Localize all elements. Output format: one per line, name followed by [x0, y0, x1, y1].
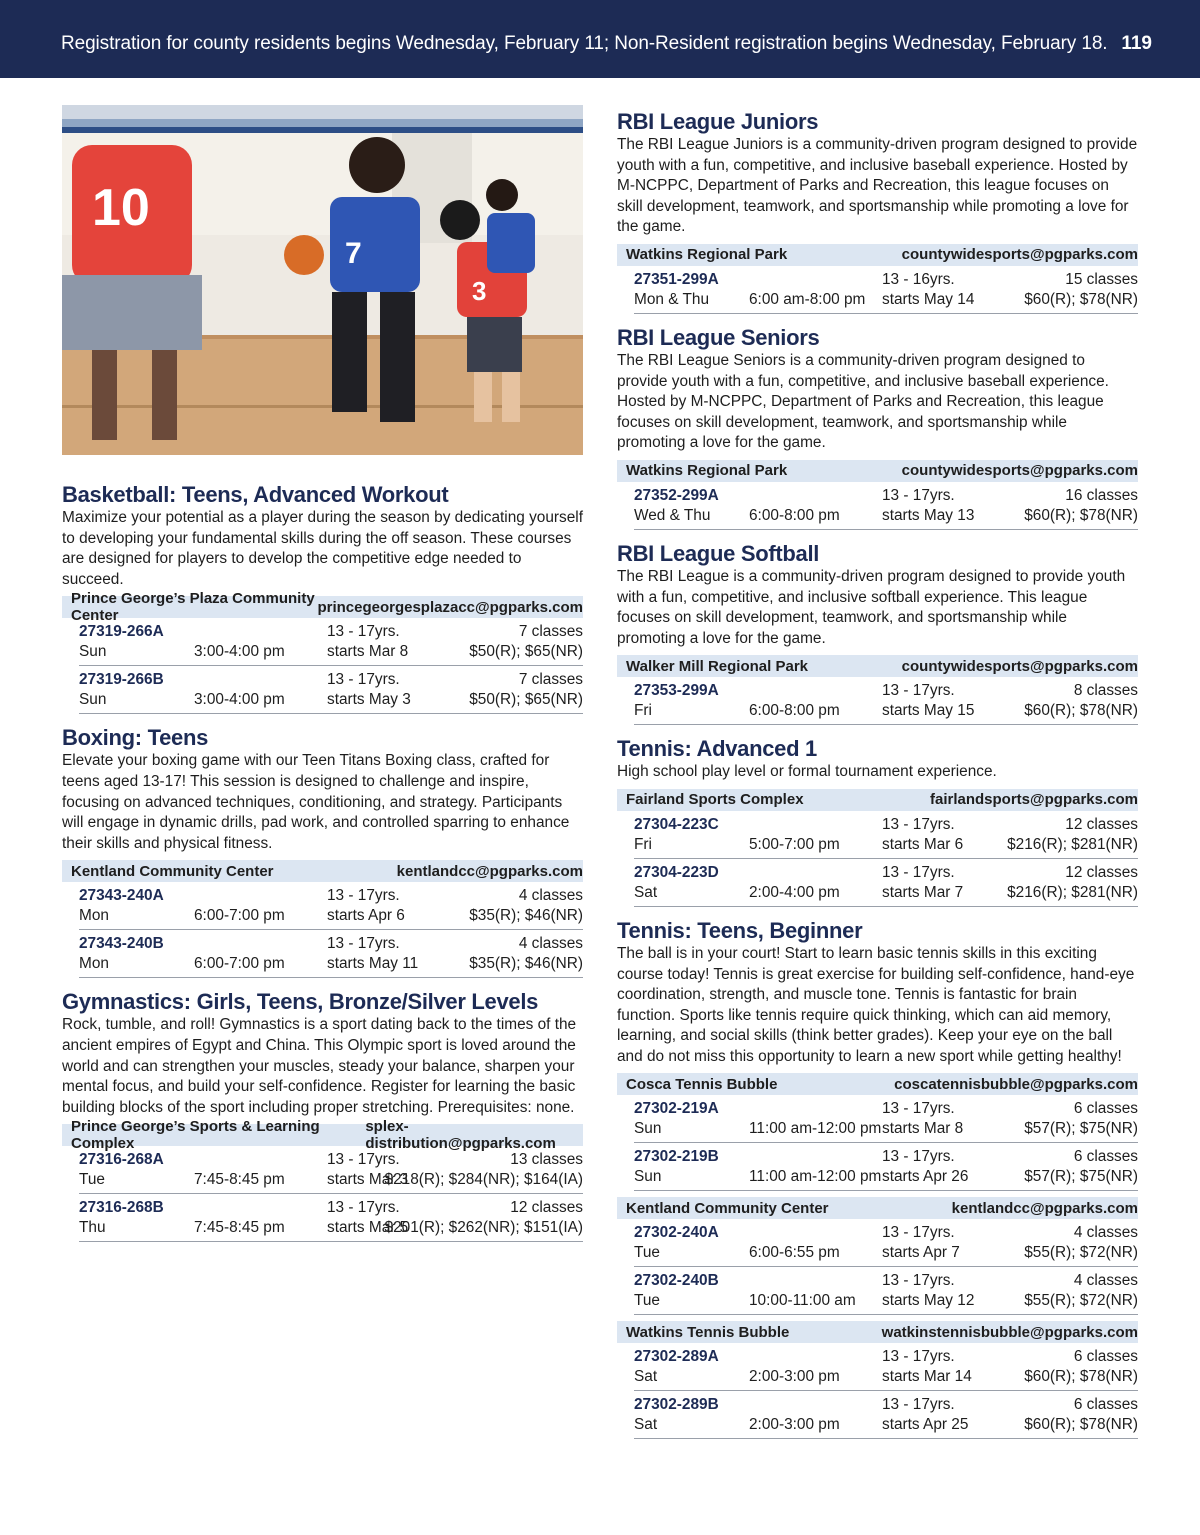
session-code: 27351-299A — [634, 270, 719, 288]
location-name: Prince George’s Plaza Community Center — [71, 590, 315, 625]
session-day: Mon — [79, 907, 109, 925]
session-count: 6 classes — [1073, 1100, 1138, 1118]
session-row — [634, 1391, 1138, 1439]
session-fee: $55(R); $72(NR) — [1024, 1244, 1138, 1262]
session-day: Sun — [79, 691, 107, 709]
session-row — [634, 1143, 1138, 1191]
session-fee: $60(R); $78(NR) — [1024, 290, 1138, 308]
session-age: 13 - 17yrs. — [882, 1272, 955, 1290]
location-name: Walker Mill Regional Park — [626, 657, 808, 675]
session-fee: $57(R); $75(NR) — [1024, 1168, 1138, 1186]
session-fee: $60(R); $78(NR) — [1024, 1368, 1138, 1386]
session-code: 27319-266A — [79, 623, 164, 641]
session-count: 8 classes — [1073, 682, 1138, 700]
session-fee: $60(R); $78(NR) — [1024, 702, 1138, 720]
session-start: starts May 15 — [882, 702, 975, 720]
course-description: Rock, tumble, and roll! Gymnastics is a sport dating back to the times of the ancient empires of Egypt and China. This Olympic sport is loved around the world and can strengthen your muscles, steady your balance, sharpen your mental focus, and build your self-confidence. Register for learning the basic building blocks of the sport including proper stretching. Prerequisites: none. — [62, 1016, 577, 1116]
session-time: 6:00-6:55 pm — [749, 1244, 840, 1262]
session-age: 13 - 17yrs. — [882, 863, 955, 881]
session-start: starts Apr 6 — [327, 907, 405, 925]
session-fee: $35(R); $46(NR) — [469, 955, 583, 973]
session-row — [634, 677, 1138, 725]
session-time: 11:00 am-12:00 pm — [749, 1168, 882, 1186]
session-row — [79, 666, 583, 714]
course-rbi-seniors — [617, 324, 1138, 530]
session-age: 13 - 17yrs. — [327, 671, 400, 689]
session-row — [634, 1219, 1138, 1267]
session-count: 12 classes — [510, 1199, 583, 1217]
course-title: Basketball: Teens, Advanced Workout — [62, 482, 449, 507]
session-start: starts Mar 3 — [327, 1171, 409, 1189]
session-start: starts Mar 8 — [882, 1120, 964, 1138]
location-email[interactable]: countywidesports@pgparks.com — [901, 246, 1138, 264]
course-description: The ball is in your court! Start to learn basic tennis skills in this exciting course today! Tennis is great exercise for building self-confidence, hand-eye coordination, strength, and muscle tone. Tennis is fantastic for brain function. Sports like tennis require quick thinking, which can aid memory, learning, and social skills (think better grades). Keep your eye on the ball and do not miss this opportunity to learn a new sport while getting healthy! — [617, 944, 1135, 1065]
location-email[interactable]: coscatennisbubble@pgparks.com — [894, 1075, 1138, 1093]
session-count: 6 classes — [1073, 1148, 1138, 1166]
session-time: 2:00-4:00 pm — [749, 883, 840, 901]
session-time: 7:45-8:45 pm — [194, 1171, 285, 1189]
session-time: 2:00-3:00 pm — [749, 1416, 840, 1434]
course-title: Gymnastics: Girls, Teens, Bronze/Silver Levels — [62, 989, 539, 1015]
location-bar — [617, 1073, 1138, 1095]
session-code: 27302-240A — [634, 1224, 719, 1242]
course-rbi-juniors — [617, 108, 1138, 314]
session-time: 5:00-7:00 pm — [749, 835, 840, 853]
course-gymnastics — [62, 988, 583, 1242]
session-row — [634, 1095, 1138, 1143]
session-fee: $60(R); $78(NR) — [1024, 506, 1138, 524]
location-bar — [617, 460, 1138, 482]
session-row — [634, 266, 1138, 314]
session-day: Mon & Thu — [634, 290, 709, 308]
session-day: Tue — [634, 1292, 660, 1310]
location-name: Kentland Community Center — [626, 1199, 829, 1217]
session-start: starts Mar 14 — [882, 1368, 972, 1386]
location-name: Kentland Community Center — [71, 862, 274, 880]
session-count: 16 classes — [1065, 486, 1138, 504]
location-bar — [617, 1321, 1138, 1343]
session-row — [79, 1146, 583, 1194]
session-count: 12 classes — [1065, 815, 1138, 833]
course-description: The RBI League Seniors is a community-driven program designed to provide youth with a fun, competitive, and inclusive baseball experience. Hosted by M-NCPPC, Department of Parks and Recreation, this league focuses on skill development, teamwork, and sportsmanship while promoting a love for the game. — [617, 351, 1109, 452]
course-description: The RBI League Juniors is a community-driven program designed to provide youth with a fun, competitive, and inclusive baseball experience. Hosted by M-NCPPC, Department of Parks and Recreation, this league focuses on skill development, teamwork, and sportsmanship while promoting a love for the game. — [617, 136, 1138, 236]
session-code: 27316-268A — [79, 1151, 164, 1169]
session-time: 6:00-8:00 pm — [749, 702, 840, 720]
location-name: Watkins Regional Park — [626, 246, 788, 264]
session-time: 3:00-4:00 pm — [194, 643, 285, 661]
session-count: 4 classes — [518, 935, 583, 953]
session-age: 13 - 17yrs. — [882, 1100, 955, 1118]
session-age: 13 - 17yrs. — [327, 887, 400, 905]
session-start: starts Apr 7 — [882, 1244, 960, 1262]
session-day: Sat — [634, 1368, 658, 1386]
session-code: 27302-219A — [634, 1100, 719, 1118]
location-name: Watkins Regional Park — [626, 462, 788, 480]
session-day: Sat — [634, 883, 658, 901]
session-start: starts May 14 — [882, 290, 975, 308]
session-code: 27316-268B — [79, 1199, 164, 1217]
session-code: 27353-299A — [634, 682, 719, 700]
session-code: 27352-299A — [634, 486, 719, 504]
location-name: Watkins Tennis Bubble — [626, 1323, 790, 1341]
session-row — [634, 1267, 1138, 1315]
session-code: 27304-223D — [634, 863, 719, 881]
session-time: 6:00-7:00 pm — [194, 955, 285, 973]
location-name: Fairland Sports Complex — [626, 791, 804, 809]
session-age: 13 - 17yrs. — [327, 1151, 400, 1169]
session-age: 13 - 17yrs. — [882, 1348, 955, 1366]
course-title: Tennis: Advanced 1 — [617, 736, 817, 762]
session-age: 13 - 17yrs. — [882, 815, 955, 833]
session-code: 27302-219B — [634, 1148, 719, 1166]
session-code: 27302-289B — [634, 1396, 719, 1414]
course-boxing — [62, 724, 583, 978]
session-age: 13 - 17yrs. — [327, 935, 400, 953]
session-row — [634, 482, 1138, 530]
session-fee: $50(R); $65(NR) — [469, 691, 583, 709]
session-count: 4 classes — [1073, 1272, 1138, 1290]
session-code: 27304-223C — [634, 815, 719, 833]
basketball-photo — [62, 105, 583, 455]
session-day: Sun — [634, 1120, 662, 1138]
session-code: 27302-289A — [634, 1348, 719, 1366]
registration-banner: Registration for county residents begins Wednesday, February 11; Non-Resident registration begins Wednesday, February 18. — [61, 33, 1108, 54]
left-column — [62, 105, 583, 1246]
location-bar — [617, 244, 1138, 266]
session-start: starts May 13 — [882, 506, 975, 524]
session-start: starts Mar 7 — [882, 883, 964, 901]
session-row — [79, 618, 583, 666]
session-day: Wed & Thu — [634, 506, 711, 524]
session-time: 6:00-7:00 pm — [194, 907, 285, 925]
course-title: RBI League Softball — [617, 540, 820, 566]
course-tennis-beginner — [617, 917, 1138, 1440]
location-bar — [62, 1118, 583, 1153]
session-age: 13 - 17yrs. — [882, 1148, 955, 1166]
session-time: 11:00 am-12:00 pm — [749, 1120, 882, 1138]
course-title: RBI League Seniors — [617, 324, 820, 350]
session-age: 13 - 17yrs. — [882, 486, 955, 504]
session-start: starts Apr 26 — [882, 1168, 969, 1186]
session-fee: $201(R); $262(NR); $151(IA) — [384, 1219, 583, 1237]
session-start: starts Mar 8 — [327, 643, 409, 661]
svg-text:7: 7 — [345, 237, 362, 270]
session-fee: $216(R); $281(NR) — [1007, 883, 1138, 901]
session-age: 13 - 17yrs. — [882, 1396, 955, 1414]
session-row — [79, 1194, 583, 1242]
session-start: starts Mar 5 — [327, 1219, 409, 1237]
session-start: starts Mar 6 — [882, 835, 964, 853]
svg-text:3: 3 — [472, 276, 487, 306]
course-title: Boxing: Teens — [62, 725, 209, 751]
location-bar — [617, 1197, 1138, 1219]
session-day: Tue — [634, 1244, 660, 1262]
session-fee: $60(R); $78(NR) — [1024, 1416, 1138, 1434]
session-day: Fri — [634, 835, 652, 853]
session-fee: $216(R); $281(NR) — [1007, 835, 1138, 853]
location-email[interactable]: watkinstennisbubble@pgparks.com — [881, 1323, 1138, 1341]
session-time: 7:45-8:45 pm — [194, 1219, 285, 1237]
session-day: Mon — [79, 955, 109, 973]
course-description: The RBI League is a community-driven program designed to provide youth with a fun, competitive, and inclusive softball experience. This league focuses on skill development, teamwork, and sportsmanship while promoting a love for the game. — [617, 567, 1126, 647]
location-email[interactable]: kentlandcc@pgparks.com — [396, 862, 583, 880]
session-count: 13 classes — [510, 1151, 583, 1169]
session-count: 7 classes — [518, 623, 583, 641]
course-description: High school play level or formal tournament experience. — [617, 763, 997, 781]
course-tennis-advanced — [617, 735, 1138, 907]
session-row — [79, 882, 583, 930]
session-age: 13 - 17yrs. — [882, 1224, 955, 1242]
session-day: Thu — [79, 1219, 106, 1237]
session-count: 6 classes — [1073, 1348, 1138, 1366]
svg-text:10: 10 — [92, 179, 150, 237]
right-column — [617, 108, 1138, 1443]
session-fee: $57(R); $75(NR) — [1024, 1120, 1138, 1138]
location-email[interactable]: princegeorgesplazacc@pgparks.com — [317, 598, 583, 616]
location-name: Cosca Tennis Bubble — [626, 1075, 778, 1093]
location-email[interactable]: countywidesports@pgparks.com — [901, 462, 1138, 480]
session-day: Sat — [634, 1416, 658, 1434]
session-time: 10:00-11:00 am — [749, 1292, 856, 1310]
session-fee: $218(R); $284(NR); $164(IA) — [384, 1171, 583, 1189]
session-count: 4 classes — [518, 887, 583, 905]
session-time: 6:00 am-8:00 pm — [749, 290, 866, 308]
session-day: Fri — [634, 702, 652, 720]
session-start: starts May 12 — [882, 1292, 975, 1310]
session-age: 13 - 16yrs. — [882, 270, 955, 288]
session-fee: $50(R); $65(NR) — [469, 643, 583, 661]
location-email[interactable]: splex-distribution@pgparks.com — [365, 1118, 556, 1153]
session-start: starts May 3 — [327, 691, 411, 709]
course-description: Elevate your boxing game with our Teen Titans Boxing class, crafted for teens aged 13-17! This session is designed to challenge and inspire, focusing on advanced techniques, conditioning, and strategy. Participants will engage in dynamic drills, pad work, and controlled sparring to enhance their skills and physical fitness. — [62, 752, 570, 852]
session-day: Tue — [79, 1171, 105, 1189]
session-fee: $35(R); $46(NR) — [469, 907, 583, 925]
page-number: 119 — [1121, 33, 1152, 54]
session-count: 12 classes — [1065, 863, 1138, 881]
location-bar — [62, 590, 583, 625]
session-age: 13 - 17yrs. — [882, 682, 955, 700]
session-count: 7 classes — [518, 671, 583, 689]
location-email[interactable]: countywidesports@pgparks.com — [901, 657, 1138, 675]
session-fee: $55(R); $72(NR) — [1024, 1292, 1138, 1310]
session-row — [634, 811, 1138, 859]
session-row — [634, 859, 1138, 907]
session-day: Sun — [79, 643, 107, 661]
location-email[interactable]: kentlandcc@pgparks.com — [951, 1199, 1138, 1217]
course-description: Maximize your potential as a player during the season by dedicating yourself to developing your fundamental skills during the off season. These courses are designed for players to develop the competitive edge needed to succeed. — [62, 509, 584, 588]
location-bar — [617, 655, 1138, 677]
session-row — [634, 1343, 1138, 1391]
session-row — [79, 930, 583, 978]
course-rbi-softball — [617, 540, 1138, 725]
location-bar — [62, 860, 583, 882]
location-bar — [617, 789, 1138, 811]
session-time: 3:00-4:00 pm — [194, 691, 285, 709]
session-start: starts May 11 — [327, 955, 419, 973]
session-code: 27343-240A — [79, 887, 164, 905]
session-age: 13 - 17yrs. — [327, 623, 400, 641]
location-name: Prince George’s Sports & Learning Complex — [71, 1118, 320, 1153]
session-count: 6 classes — [1073, 1396, 1138, 1414]
course-title: RBI League Juniors — [617, 109, 819, 134]
course-basketball — [62, 481, 583, 714]
session-code: 27343-240B — [79, 935, 164, 953]
header-bar — [0, 0, 1200, 78]
session-code: 27319-266B — [79, 671, 164, 689]
location-email[interactable]: fairlandsports@pgparks.com — [929, 791, 1138, 809]
session-time: 2:00-3:00 pm — [749, 1368, 840, 1386]
session-count: 15 classes — [1065, 270, 1138, 288]
session-time: 6:00-8:00 pm — [749, 506, 840, 524]
session-day: Sun — [634, 1168, 662, 1186]
session-age: 13 - 17yrs. — [327, 1199, 400, 1217]
session-start: starts Apr 25 — [882, 1416, 969, 1434]
session-code: 27302-240B — [634, 1272, 719, 1290]
course-title: Tennis: Teens, Beginner — [617, 917, 863, 943]
session-count: 4 classes — [1073, 1224, 1138, 1242]
